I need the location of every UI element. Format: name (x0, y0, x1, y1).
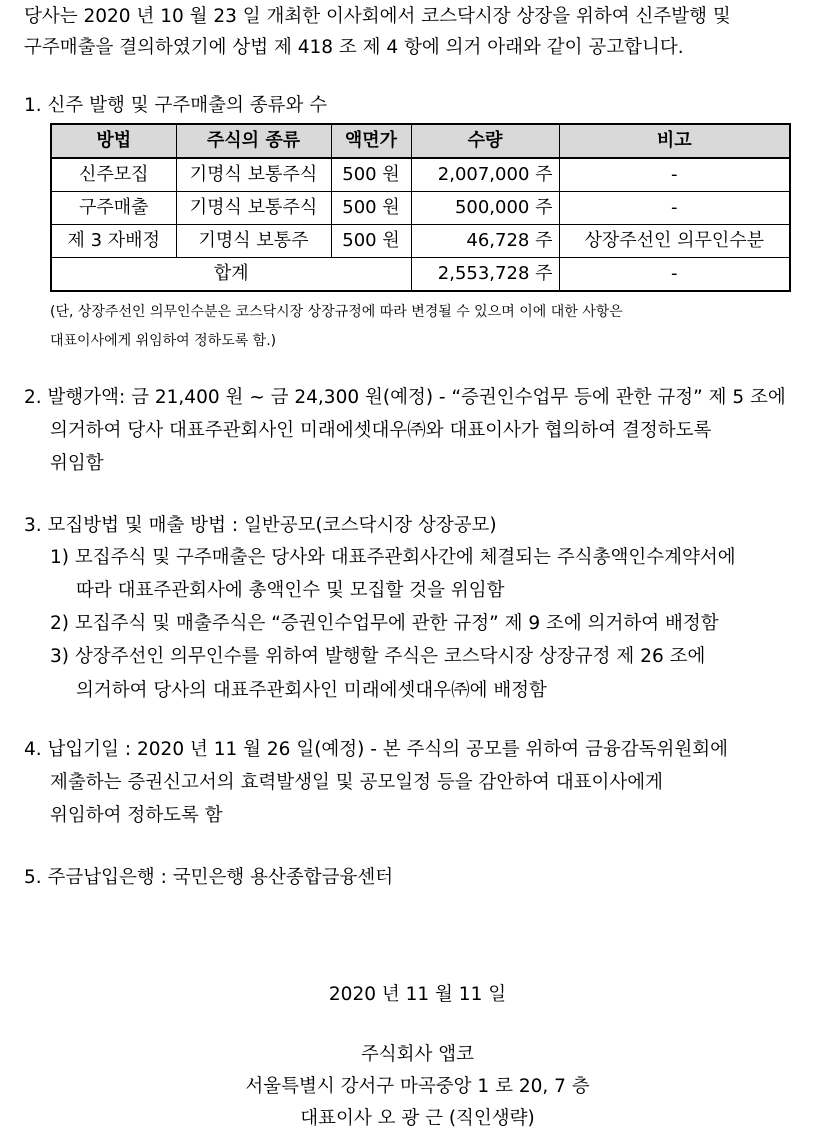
cell-quantity: 46,728 주 (411, 225, 559, 258)
shares-table (50, 123, 791, 292)
header-par-value: 액면가 (331, 124, 411, 158)
header-method: 방법 (51, 124, 176, 158)
cell-share-type: 기명식 보통주식 (176, 192, 331, 225)
company-address: 서울특별시 강서구 마곡중앙 1 로 20, 7 층 (245, 1076, 590, 1097)
section-3-item-1-line-1: 1) 모집주식 및 구주매출은 당사와 대표주관회사간에 체결되는 주식총액인수계약서에 (50, 547, 736, 568)
section-5-line: 5. 주금납입은행 : 국민은행 용산종합금융센터 (24, 867, 394, 888)
section-2-line-1: 2. 발행가액: 금 21,400 원 ~ 금 24,300 원(예정) - “증권인수업무 등에 관한 규정” 제 5 조에 (24, 387, 786, 408)
header-quantity: 수량 (411, 124, 559, 158)
section-3-item-3-line-2: 의거하여 당사의 대표주관회사인 미래에셋대우㈜에 배정함 (76, 680, 547, 701)
ceo-signature-line: 대표이사 오 광 근 (직인생략) (300, 1108, 535, 1129)
cell-total-label: 합계 (51, 258, 411, 292)
cell-share-type: 기명식 보통주식 (176, 158, 331, 192)
cell-par-value: 500 원 (331, 192, 411, 225)
cell-par-value: 500 원 (331, 158, 411, 192)
section-4-line-2: 제출하는 증권신고서의 효력발생일 및 공모일정 등을 감안하여 대표이사에게 (50, 772, 664, 793)
cell-quantity: 2,007,000 주 (411, 158, 559, 192)
cell-share-type: 기명식 보통주 (176, 225, 331, 258)
notice-date: 2020 년 11 월 11 일 (328, 984, 507, 1005)
intro-line-1: 당사는 2020 년 10 월 23 일 개최한 이사회에서 코스닥시장 상장을 위하여 신주발행 및 (24, 6, 731, 27)
section-3-title: 3. 모집방법 및 매출 방법 : 일반공모(코스닥시장 상장공모) (24, 515, 497, 536)
cell-total-remarks: - (559, 258, 790, 292)
table-row (51, 225, 790, 258)
table-total-row (51, 258, 790, 292)
intro-line-2: 구주매출을 결의하였기에 상법 제 418 조 제 4 항에 의거 아래와 같이 공고합니다. (24, 37, 684, 58)
cell-remarks: 상장주선인 의무인수분 (559, 225, 790, 258)
cell-method: 제 3 자배정 (51, 225, 176, 258)
section-4-line-1: 4. 납입기일 : 2020 년 11 월 26 일(예정) - 본 주식의 공모를 위하여 금융감독위원회에 (24, 739, 729, 760)
table-row (51, 158, 790, 192)
section-3-item-2: 2) 모집주식 및 매출주식은 “증권인수업무에 관한 규정” 제 9 조에 의거하여 배정함 (50, 613, 719, 634)
section-3-item-3-line-1: 3) 상장주선인 의무인수를 위하여 발행할 주식은 코스닥시장 상장규정 제 26 조에 (50, 646, 706, 667)
company-name: 주식회사 앱코 (360, 1044, 475, 1065)
section-2-line-3: 위임함 (50, 453, 104, 474)
cell-remarks: - (559, 158, 790, 192)
cell-method: 신주모집 (51, 158, 176, 192)
header-share-type: 주식의 종류 (176, 124, 331, 158)
table-note-line-1: (단, 상장주선인 의무인수분은 코스닥시장 상장규정에 따라 변경될 수 있으며 이에 대한 사항은 (50, 304, 623, 320)
cell-par-value: 500 원 (331, 225, 411, 258)
section-2-line-2: 의거하여 당사 대표주관회사인 미래에셋대우㈜와 대표이사가 협의하여 결정하도록 (50, 420, 712, 441)
section-3-item-1-line-2: 따라 대표주관회사에 총액인수 및 모집할 것을 위임함 (76, 580, 505, 601)
section-1-title: 1. 신주 발행 및 구주매출의 종류와 수 (24, 95, 328, 116)
table-row (51, 192, 790, 225)
table-note-line-2: 대표이사에게 위임하여 정하도록 함.) (50, 333, 277, 349)
section-4-line-3: 위임하여 정하도록 함 (50, 805, 223, 826)
cell-total-quantity: 2,553,728 주 (411, 258, 559, 292)
header-remarks: 비고 (559, 124, 790, 158)
cell-remarks: - (559, 192, 790, 225)
table-header-row (51, 124, 790, 158)
cell-method: 구주매출 (51, 192, 176, 225)
cell-quantity: 500,000 주 (411, 192, 559, 225)
